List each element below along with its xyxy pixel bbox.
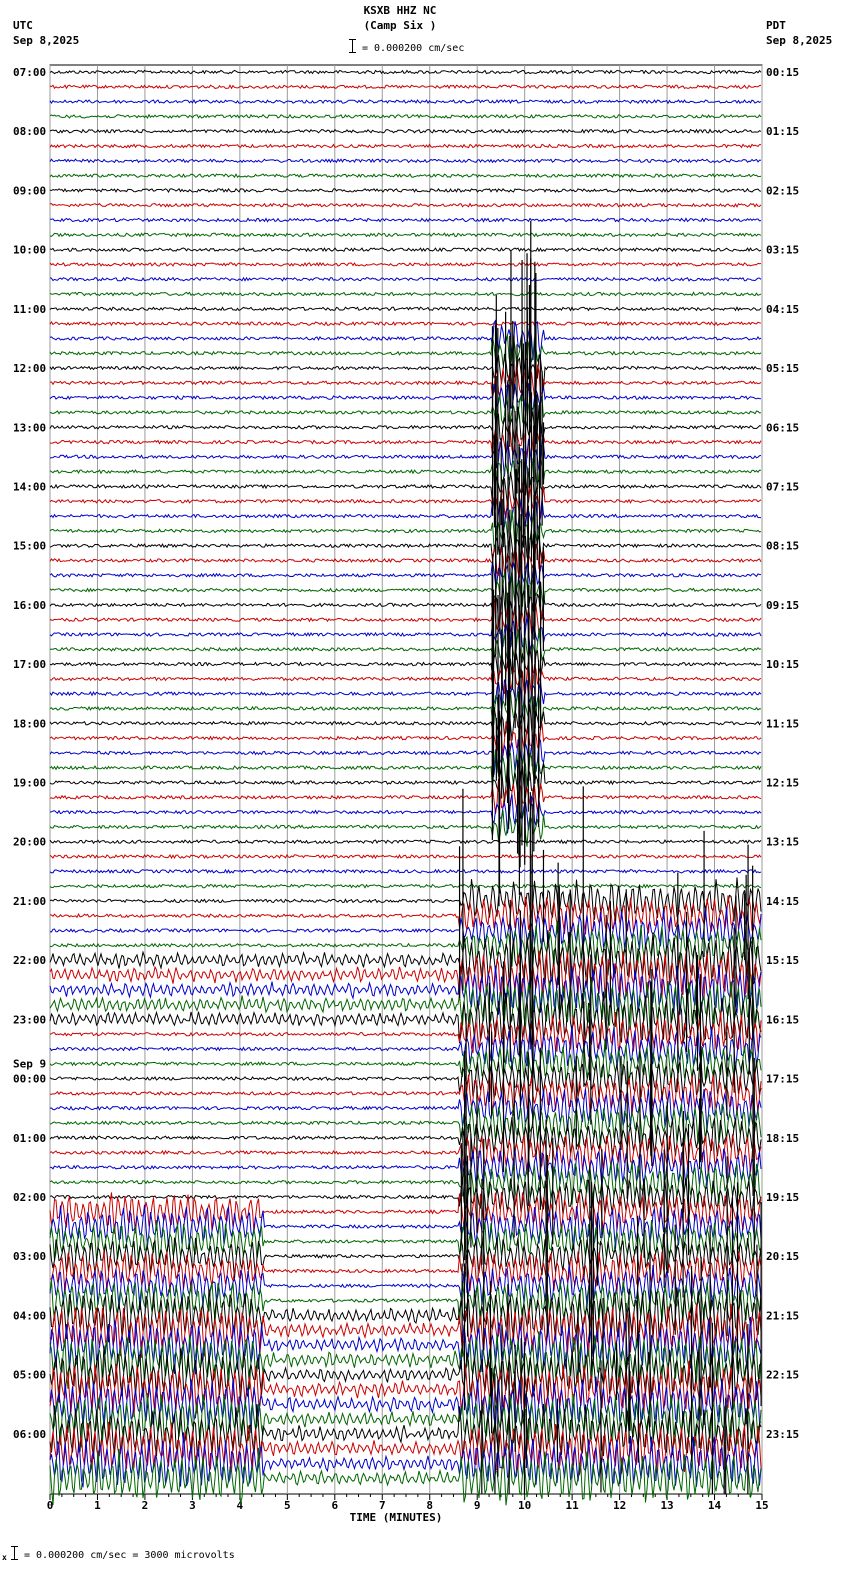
utc-hour-label: 20:00: [13, 835, 47, 849]
trace-line: [50, 115, 761, 118]
pdt-hour-label: 02:15: [766, 184, 800, 198]
pdt-hour-label: 06:15: [766, 421, 800, 435]
trace-line: [50, 483, 761, 518]
right-date: Sep 8,2025: [766, 34, 833, 47]
utc-hour-label: 09:00: [13, 184, 47, 198]
utc-hour-label: 19:00: [13, 776, 47, 790]
utc-hour-label: 03:00: [13, 1250, 47, 1264]
trace-line: [50, 204, 761, 207]
utc-hour-label: 14:00: [13, 480, 47, 494]
trace-line: [50, 459, 761, 495]
trace-line: [50, 322, 761, 325]
trace-line: [50, 159, 761, 162]
utc-hour-label: 06:00: [13, 1427, 47, 1441]
trace-line: [50, 233, 761, 236]
x-tick-label: 4: [236, 1499, 244, 1512]
utc-hour-label: 18:00: [13, 717, 47, 731]
trace-line: [50, 680, 761, 716]
trace-line: [50, 855, 761, 858]
x-tick-label: 10: [518, 1499, 532, 1512]
utc-hour-label: 00:00: [13, 1072, 47, 1086]
trace-line: [50, 661, 761, 698]
pdt-hour-label: 21:15: [766, 1309, 800, 1323]
trace-line: [50, 70, 761, 73]
pdt-hour-label: 05:15: [766, 362, 800, 376]
location-subtitle: (Camp Six ): [363, 19, 437, 32]
pdt-hour-label: 12:15: [766, 776, 800, 790]
trace-line: [50, 498, 761, 532]
pdt-hour-label: 17:15: [766, 1072, 800, 1086]
pdt-hour-label: 04:15: [766, 302, 800, 316]
utc-hour-label: 22:00: [13, 954, 47, 968]
x-tick-label: 13: [660, 1499, 674, 1512]
left-timezone: UTC: [13, 19, 33, 32]
x-tick-label: 14: [707, 1499, 722, 1512]
trace-line: [50, 840, 761, 843]
trace-line: [50, 218, 761, 221]
utc-hour-label: 04:00: [13, 1309, 47, 1323]
trace-line: [50, 85, 761, 88]
trace-line: [50, 870, 761, 873]
pdt-hour-label: 14:15: [766, 894, 800, 908]
utc-hour-label: 17:00: [13, 658, 47, 672]
trace-line: [50, 544, 761, 578]
pdt-hour-label: 16:15: [766, 1013, 800, 1027]
pdt-hour-label: 23:15: [766, 1427, 800, 1441]
pdt-hour-label: 22:15: [766, 1368, 800, 1382]
trace-line: [50, 692, 761, 727]
utc-hour-label: 01:00: [13, 1131, 47, 1145]
pdt-hour-label: 20:15: [766, 1250, 800, 1264]
station-title: KSXB HHZ NC: [363, 4, 437, 17]
left-date: Sep 8,2025: [13, 34, 80, 47]
trace-line: [50, 396, 761, 425]
x-tick-label: 15: [755, 1499, 769, 1512]
footer-scale-note: = 0.000200 cm/sec = 3000 microvolts: [24, 1550, 235, 1561]
trace-line: [50, 307, 761, 310]
utc-hour-label: 05:00: [13, 1368, 47, 1382]
right-timezone: PDT: [766, 19, 786, 32]
x-tick-label: 6: [331, 1499, 339, 1512]
pdt-hour-label: 13:15: [766, 835, 800, 849]
trace-line: [50, 779, 761, 814]
trace-line: [50, 532, 761, 563]
trace-line: [50, 1250, 761, 1294]
utc-hour-label: 07:00: [13, 66, 47, 79]
utc-hour-label: 11:00: [13, 302, 47, 316]
x-axis-label: TIME (MINUTES): [349, 1511, 443, 1524]
pdt-hour-label: 15:15: [766, 954, 800, 968]
x-tick-label: 0: [46, 1499, 54, 1512]
x-tick-label: 2: [141, 1499, 149, 1512]
date-change-label: Sep 9: [13, 1057, 47, 1071]
trace-line: [50, 335, 761, 371]
trace-line: [50, 248, 761, 251]
x-tick-label: 3: [189, 1499, 196, 1512]
x-tick-label: 8: [426, 1499, 434, 1512]
trace-line: [50, 292, 761, 295]
utc-hour-label: 02:00: [13, 1190, 47, 1204]
footer-scale-bar-icon: [14, 1546, 15, 1560]
corner-mark: x: [2, 1553, 7, 1562]
trace-line: [50, 885, 761, 888]
pdt-hour-label: 10:15: [766, 658, 800, 672]
trace-line: [50, 1393, 761, 1448]
utc-hour-label: 12:00: [13, 362, 47, 376]
pdt-hour-label: 03:15: [766, 243, 800, 257]
pdt-hour-label: 11:15: [766, 717, 800, 731]
utc-hour-label: 15:00: [13, 539, 47, 553]
utc-hour-label: 21:00: [13, 894, 47, 908]
x-tick-label: 5: [284, 1499, 291, 1512]
trace-line: [50, 1089, 761, 1131]
trace-line: [50, 278, 761, 281]
trace-line: [50, 561, 761, 589]
pdt-hour-label: 01:15: [766, 125, 800, 139]
trace-line: [50, 263, 761, 266]
utc-hour-label: 08:00: [13, 125, 47, 139]
utc-hour-label: 13:00: [13, 421, 47, 435]
trace-line: [50, 144, 761, 147]
pdt-hour-label: 00:15: [766, 66, 800, 79]
utc-hour-label: 16:00: [13, 598, 47, 612]
trace-line: [50, 721, 761, 756]
scale-text: = 0.000200 cm/sec: [362, 43, 465, 54]
trace-line: [50, 1103, 761, 1145]
x-tick-label: 11: [565, 1499, 579, 1512]
pdt-hour-label: 08:15: [766, 539, 800, 553]
trace-line: [50, 100, 761, 103]
x-tick-label: 12: [612, 1499, 627, 1512]
x-tick-label: 9: [473, 1499, 481, 1512]
pdt-hour-label: 19:15: [766, 1190, 800, 1204]
pdt-hour-label: 09:15: [766, 598, 800, 612]
x-tick-label: 1: [94, 1499, 101, 1512]
utc-hour-label: 23:00: [13, 1013, 47, 1027]
pdt-hour-label: 07:15: [766, 480, 800, 494]
utc-hour-label: 10:00: [13, 243, 47, 257]
trace-line: [50, 426, 761, 458]
trace-line: [50, 189, 761, 192]
trace-line: [50, 174, 761, 177]
trace-line: [50, 383, 761, 412]
pdt-hour-label: 18:15: [766, 1131, 800, 1145]
trace-line: [50, 130, 761, 133]
x-tick-label: 7: [378, 1499, 386, 1512]
